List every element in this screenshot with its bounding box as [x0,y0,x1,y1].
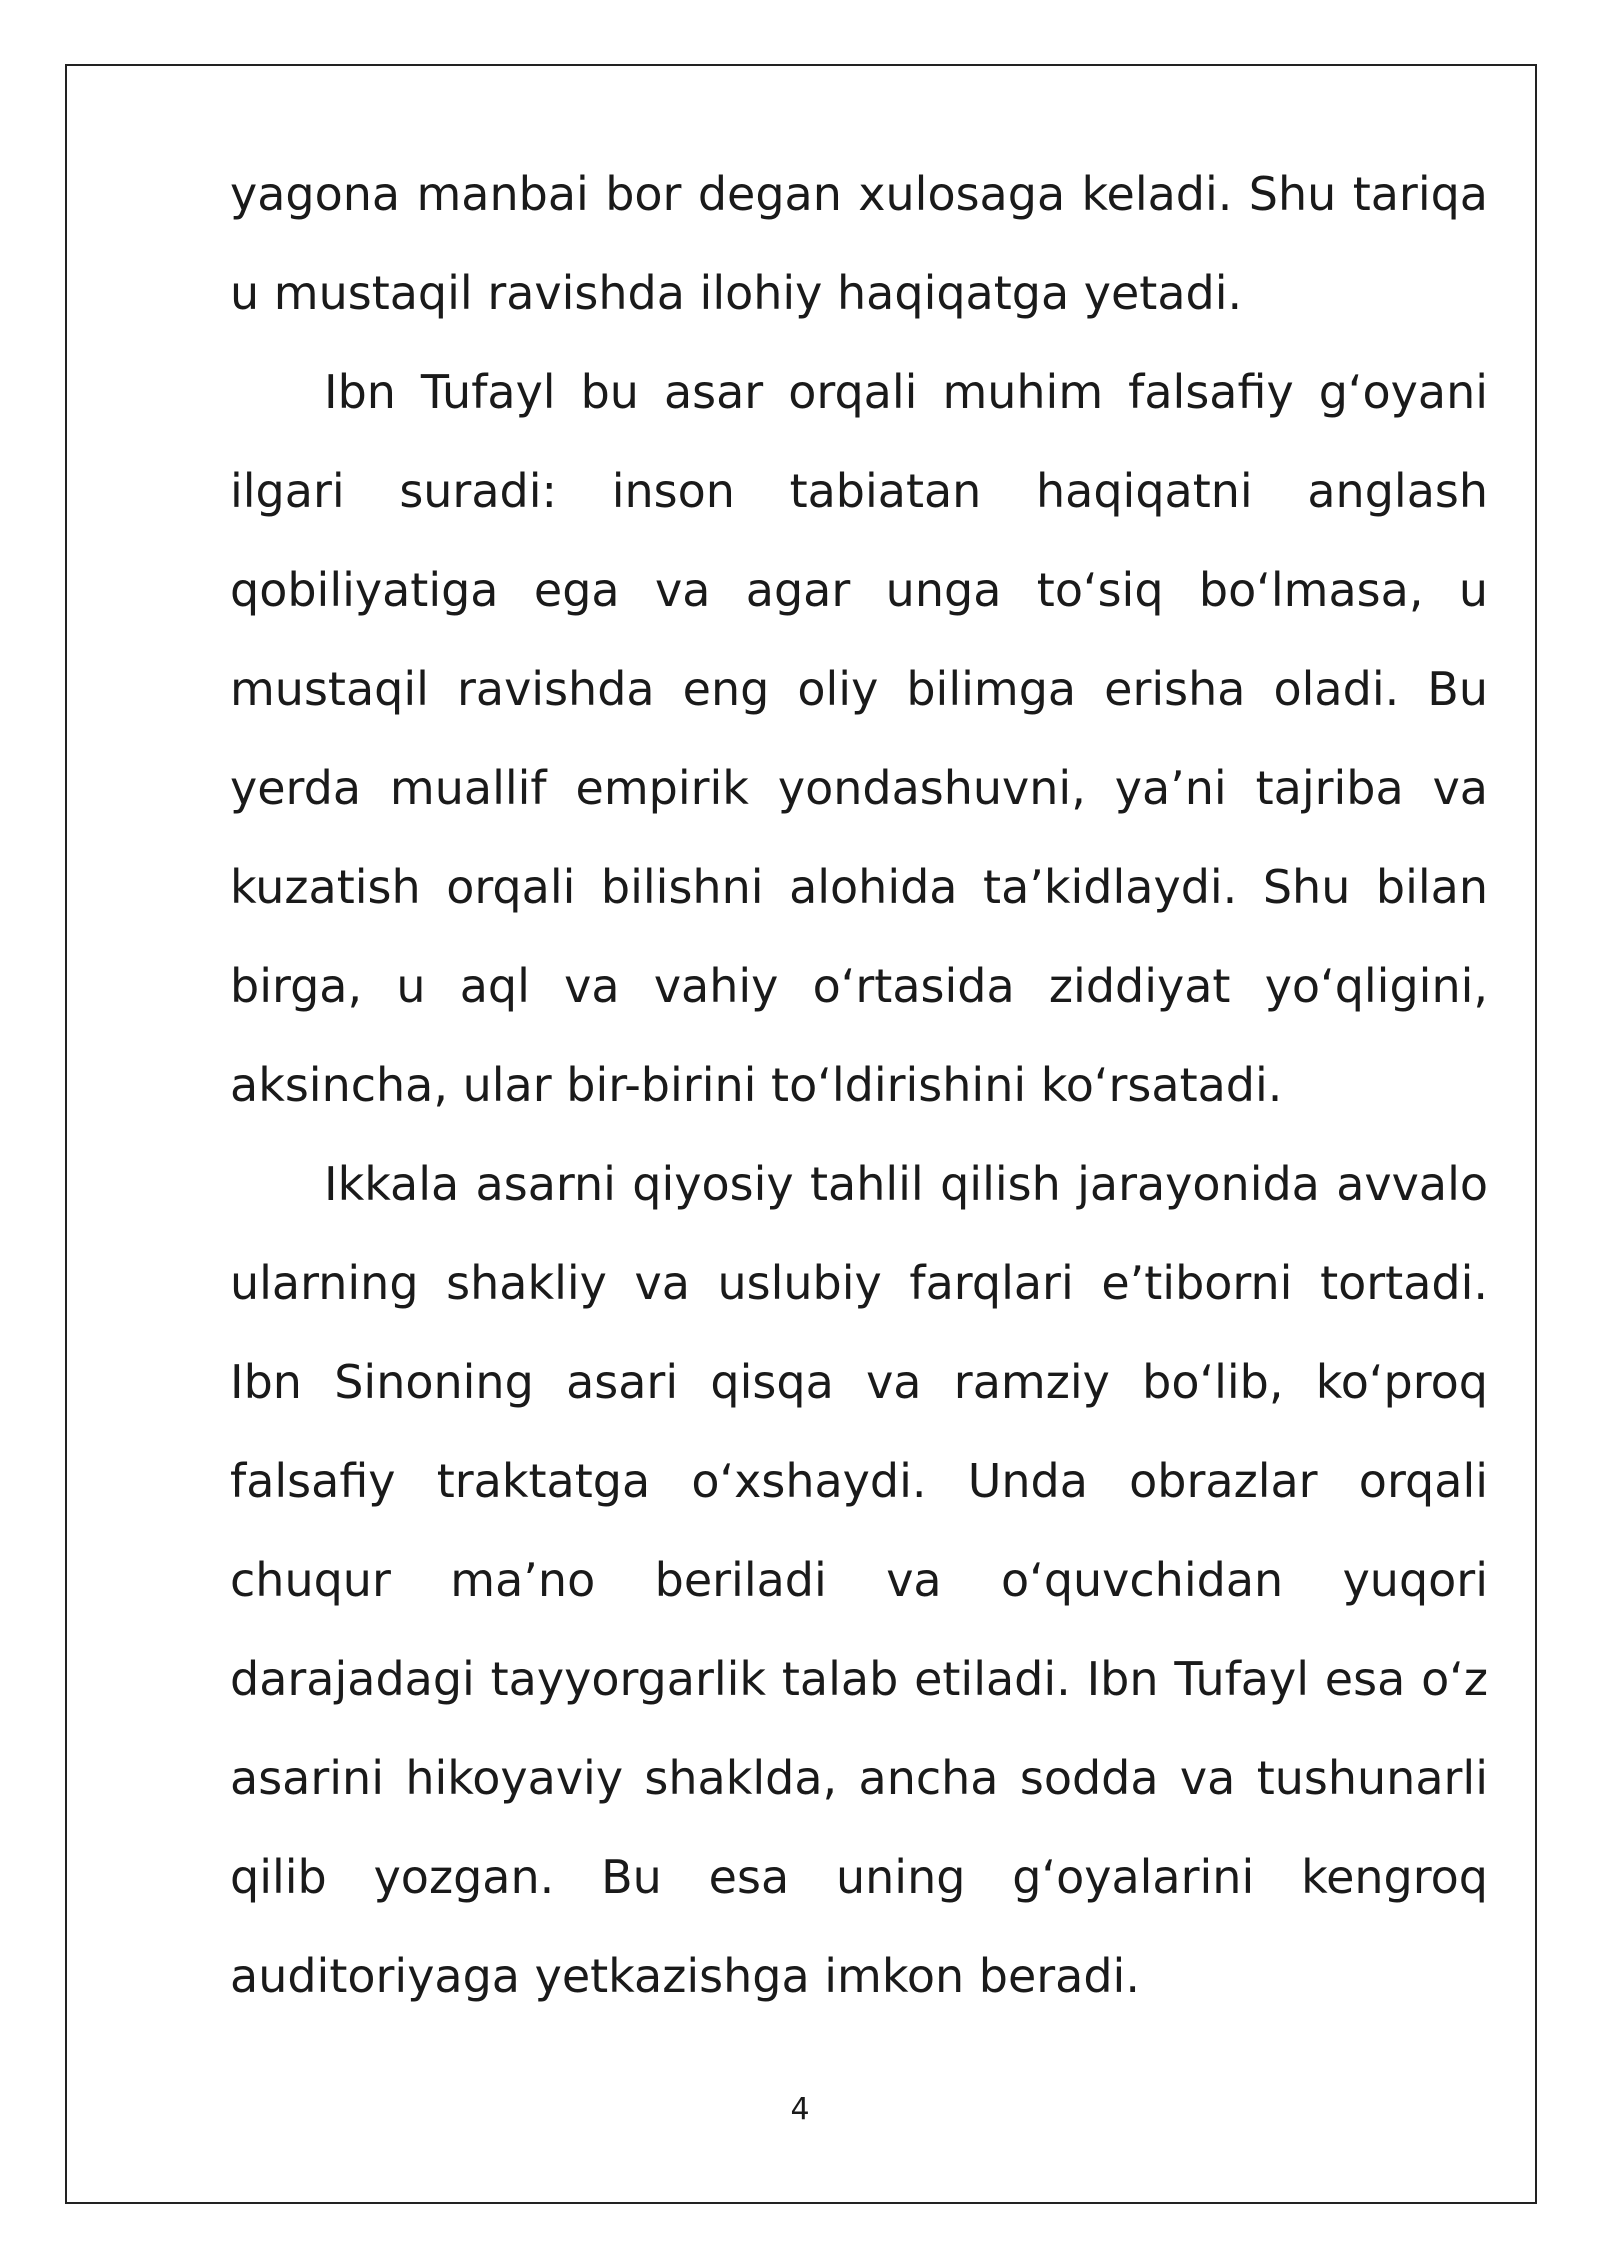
paragraph-ibn-tufayl-idea: Ibn Tufayl bu asar orqali muhim falsafiy g‘oyani ilgari suradi: inson tabiatan haqiqatni anglash qobiliyatiga ega va agar unga to‘siq bo‘lmasa, u mustaqil ravishda eng oliy bilimga erisha oladi. Bu yerda muallif empirik yondashuvni, ya’ni tajriba va kuzatish orqali bilishni alohida ta’kidlaydi. Shu bilan birga, u aql va vahiy o‘rtasida ziddiyat yo‘qligini, aksincha, ular bir-birini to‘ldirishini ko‘rsatadi. [230,365,1488,1112]
page-number: 4 [790,2092,810,2127]
document-body [230,145,1488,2026]
paragraph-comparative-analysis: Ikkala asarni qiyosiy tahlil qilish jarayonida avvalo ularning shakliy va uslubiy farqlari e’tiborni tortadi. Ibn Sinoning asari qisqa va ramziy bo‘lib, ko‘proq falsafiy traktatga o‘xshaydi. Unda obrazlar orqali chuqur ma’no beriladi va o‘quvchidan yuqori darajadagi tayyorgarlik talab etiladi. Ibn Tufayl esa o‘z asarini hikoyaviy shaklda, ancha sodda va tushunarli qilib yozgan. Bu esa uning g‘oyalarini kengroq auditoriyaga yetkazishga imkon beradi. [230,1157,1488,2003]
paragraph-continuation: yagona manbai bor degan xulosaga keladi. Shu tariqa u mustaqil ravishda ilohiy haqiqatga yetadi. [230,167,1488,320]
